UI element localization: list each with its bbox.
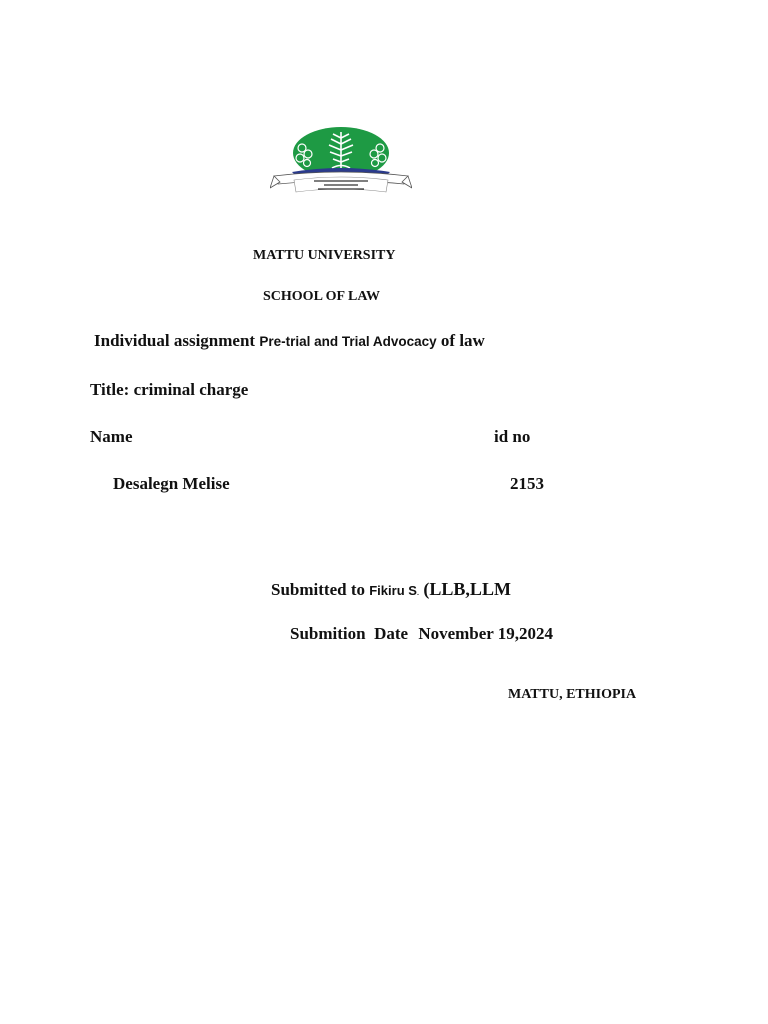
submission-date-label: Submition Date bbox=[290, 624, 409, 643]
submission-date-value: November 19,2024 bbox=[418, 624, 554, 643]
assignment-suffix: of law bbox=[440, 331, 485, 350]
submission-date-line bbox=[290, 624, 553, 644]
assignment-prefix: Individual assignment bbox=[94, 331, 256, 350]
assignment-line bbox=[94, 331, 485, 351]
course-name: Pre-trial and Trial Advocacy bbox=[259, 334, 437, 349]
id-column-header: id no bbox=[494, 427, 531, 446]
submitted-label: Submitted to bbox=[271, 580, 365, 599]
name-column-header: Name bbox=[90, 427, 133, 446]
instructor-dot: . bbox=[416, 587, 420, 597]
student-id: 2153 bbox=[510, 474, 544, 493]
university-logo bbox=[270, 124, 412, 196]
submitted-to-line bbox=[271, 579, 511, 600]
university-name: MATTU UNIVERSITY bbox=[253, 248, 396, 263]
assignment-title: Title: criminal charge bbox=[90, 380, 249, 399]
location: MATTU, ETHIOPIA bbox=[508, 687, 637, 702]
instructor-name: Fikiru S bbox=[369, 583, 417, 598]
student-name: Desalegn Melise bbox=[113, 474, 230, 493]
school-name: SCHOOL OF LAW bbox=[263, 289, 380, 304]
instructor-credentials: (LLB,LLM bbox=[423, 579, 511, 599]
